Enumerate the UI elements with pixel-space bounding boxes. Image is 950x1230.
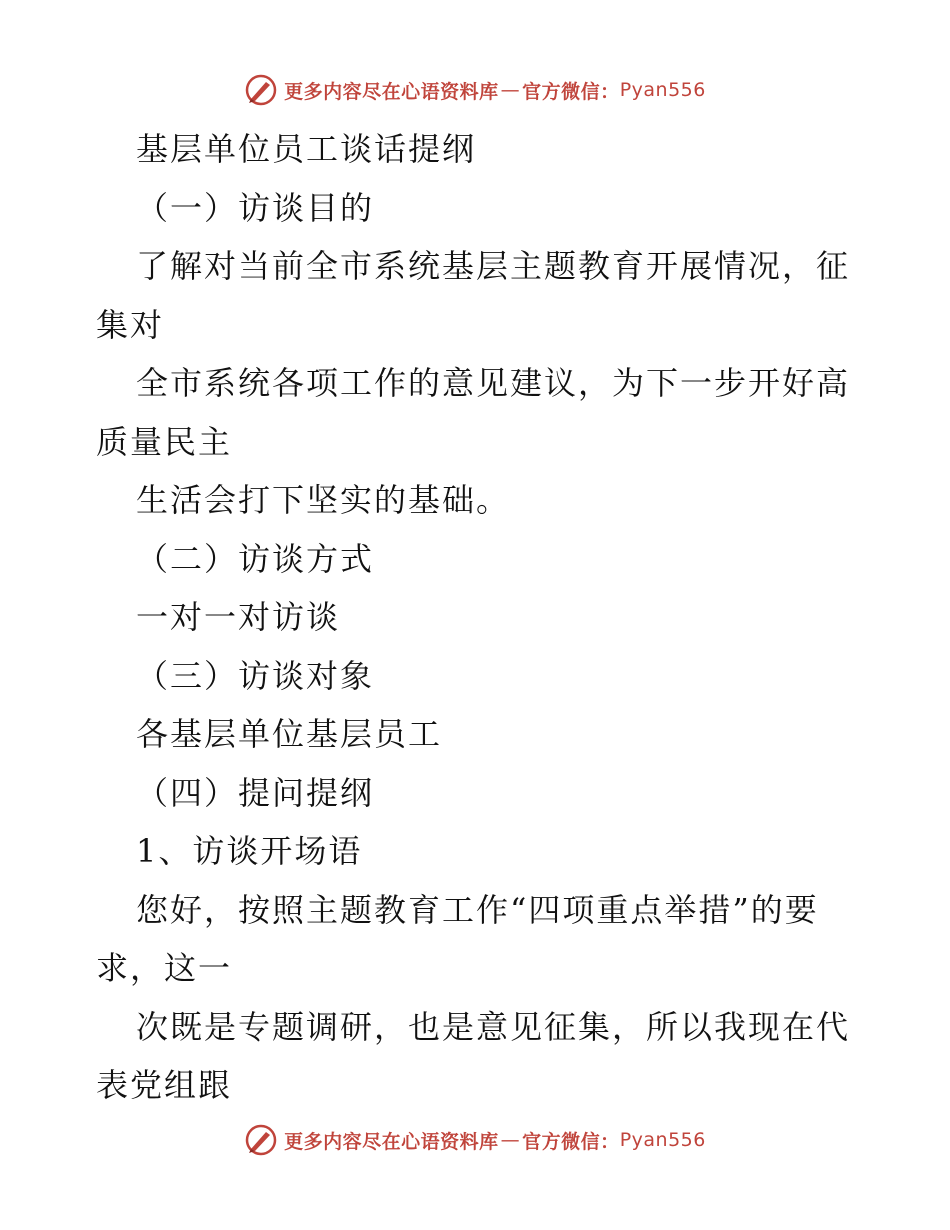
section-heading: （三）访谈对象 [136,656,375,695]
doc-title: 基层单位员工谈话提纲 [136,130,477,168]
pen-logo-icon [244,1123,278,1157]
section-heading: （一）访谈目的 [136,188,375,227]
watermark-separator: — [500,79,521,101]
document-body [96,120,856,1115]
watermark-code: Pyan556 [619,1129,706,1151]
watermark-code: Pyan556 [619,79,706,101]
paragraph-line: 您好，按照主题教育工作“四项重点举措”的要 [136,890,819,929]
paragraph-line: 集对 [96,305,165,344]
watermark-suffix: 官方微信： [522,80,620,103]
section-heading: （二）访谈方式 [136,539,375,578]
paragraph-line: 各基层单位基层员工 [136,715,443,753]
watermark-footer [0,1120,950,1160]
subsection-heading: 1、访谈开场语 [136,832,363,870]
watermark-separator: — [500,1129,521,1151]
watermark-header [0,70,950,110]
paragraph-line: 一对一对访谈 [136,598,341,636]
watermark-prefix: 更多内容尽在心语资料库 [284,1130,499,1153]
paragraph-line: 质量民主 [96,422,233,461]
paragraph-line: 表党组跟 [96,1066,233,1104]
section-heading: （四）提问提纲 [136,773,375,812]
pen-logo-icon [244,73,278,107]
paragraph-line: 全市系统各项工作的意见建议，为下一步开好高 [136,364,851,402]
paragraph-line: 了解对当前全市系统基层主题教育开展情况，征 [136,247,851,285]
paragraph-line: 求，这一 [96,949,233,987]
paragraph-line: 次既是专题调研，也是意见征集，所以我现在代 [136,1007,851,1046]
paragraph-line: 生活会打下坚实的基础。 [136,481,511,519]
watermark-suffix: 官方微信： [522,1130,620,1153]
watermark-prefix: 更多内容尽在心语资料库 [284,80,499,103]
